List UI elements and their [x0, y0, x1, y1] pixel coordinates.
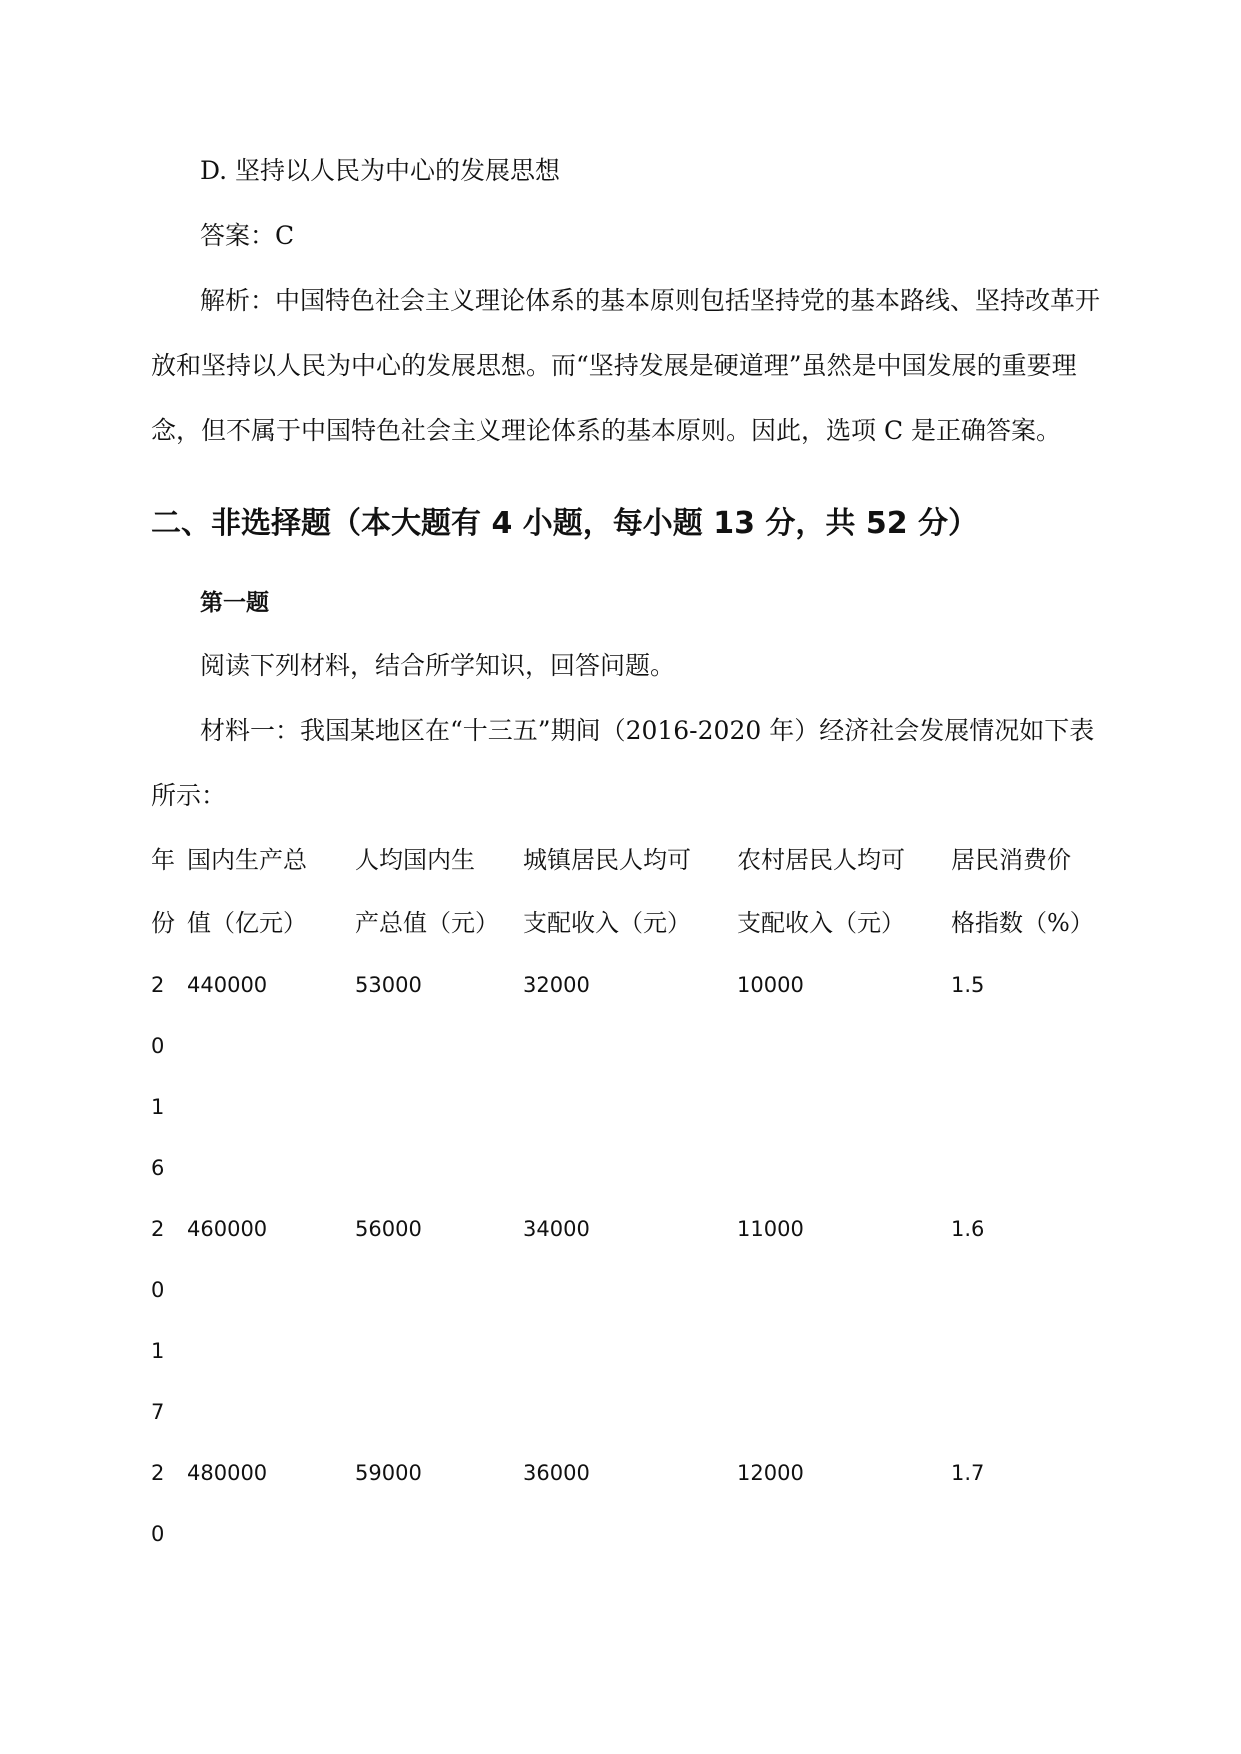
header-urban-l2: 支配收入（元）: [523, 909, 691, 937]
material-line-1: 材料一：我国某地区在“十三五”期间（2016-2020 年）经济社会发展情况如下表: [200, 716, 1095, 745]
option-d: D. 坚持以人民为中心的发展思想: [200, 156, 561, 185]
row-3-year-char: 0: [151, 1522, 165, 1546]
row-2017-year-char: 1: [151, 1339, 165, 1363]
row-3-cpi: 1.7: [951, 1461, 985, 1485]
header-per-capita-l1: 人均国内生: [355, 846, 475, 874]
header-per-capita-l2: 产总值（元）: [355, 909, 499, 937]
row-2017-per-capita: 56000: [355, 1217, 422, 1241]
row-2016-cpi: 1.5: [951, 973, 985, 997]
header-year-l1: 年: [151, 846, 175, 874]
row-2016-urban: 32000: [523, 973, 590, 997]
row-2017-year-char: 2: [151, 1217, 165, 1241]
row-3-per-capita: 59000: [355, 1461, 422, 1485]
row-2016-year-char: 0: [151, 1034, 165, 1058]
section-heading: 二、非选择题（本大题有 4 小题，每小题 13 分，共 52 分）: [151, 506, 979, 541]
row-3-year-char: 2: [151, 1461, 165, 1485]
answer: 答案：C: [200, 221, 295, 250]
analysis-line-1: 解析：中国特色社会主义理论体系的基本原则包括坚持党的基本路线、坚持改革开: [200, 286, 1101, 315]
row-2016-year-char: 2: [151, 973, 165, 997]
header-rural-l1: 农村居民人均可: [737, 846, 905, 874]
analysis-line-3: 念，但不属于中国特色社会主义理论体系的基本原则。因此，选项 C 是正确答案。: [151, 416, 1062, 445]
row-2017-year-char: 7: [151, 1400, 165, 1424]
header-year-l2: 份: [151, 909, 175, 937]
header-cpi-l1: 居民消费价: [951, 846, 1071, 874]
header-rural-l2: 支配收入（元）: [737, 909, 905, 937]
row-2017-rural: 11000: [737, 1217, 804, 1241]
material-line-2: 所示：: [151, 781, 227, 810]
row-2017-cpi: 1.6: [951, 1217, 985, 1241]
header-gdp-l1: 国内生产总: [187, 846, 307, 874]
header-urban-l1: 城镇居民人均可: [523, 846, 691, 874]
row-2016-per-capita: 53000: [355, 973, 422, 997]
row-3-gdp: 480000: [187, 1461, 268, 1485]
row-2016-gdp: 440000: [187, 973, 268, 997]
row-2017-urban: 34000: [523, 1217, 590, 1241]
header-gdp-l2: 值（亿元）: [187, 909, 307, 937]
question-title: 第一题: [200, 590, 269, 616]
row-2017-year-char: 0: [151, 1278, 165, 1302]
row-3-rural: 12000: [737, 1461, 804, 1485]
row-2016-rural: 10000: [737, 973, 804, 997]
row-3-urban: 36000: [523, 1461, 590, 1485]
row-2016-year-char: 6: [151, 1156, 165, 1180]
row-2017-gdp: 460000: [187, 1217, 268, 1241]
row-2016-year-char: 1: [151, 1095, 165, 1119]
analysis-line-2: 放和坚持以人民为中心的发展思想。而“坚持发展是硬道理”虽然是中国发展的重要理: [151, 351, 1077, 380]
header-cpi-l2: 格指数（%）: [951, 909, 1094, 937]
instruction: 阅读下列材料，结合所学知识，回答问题。: [200, 651, 676, 680]
